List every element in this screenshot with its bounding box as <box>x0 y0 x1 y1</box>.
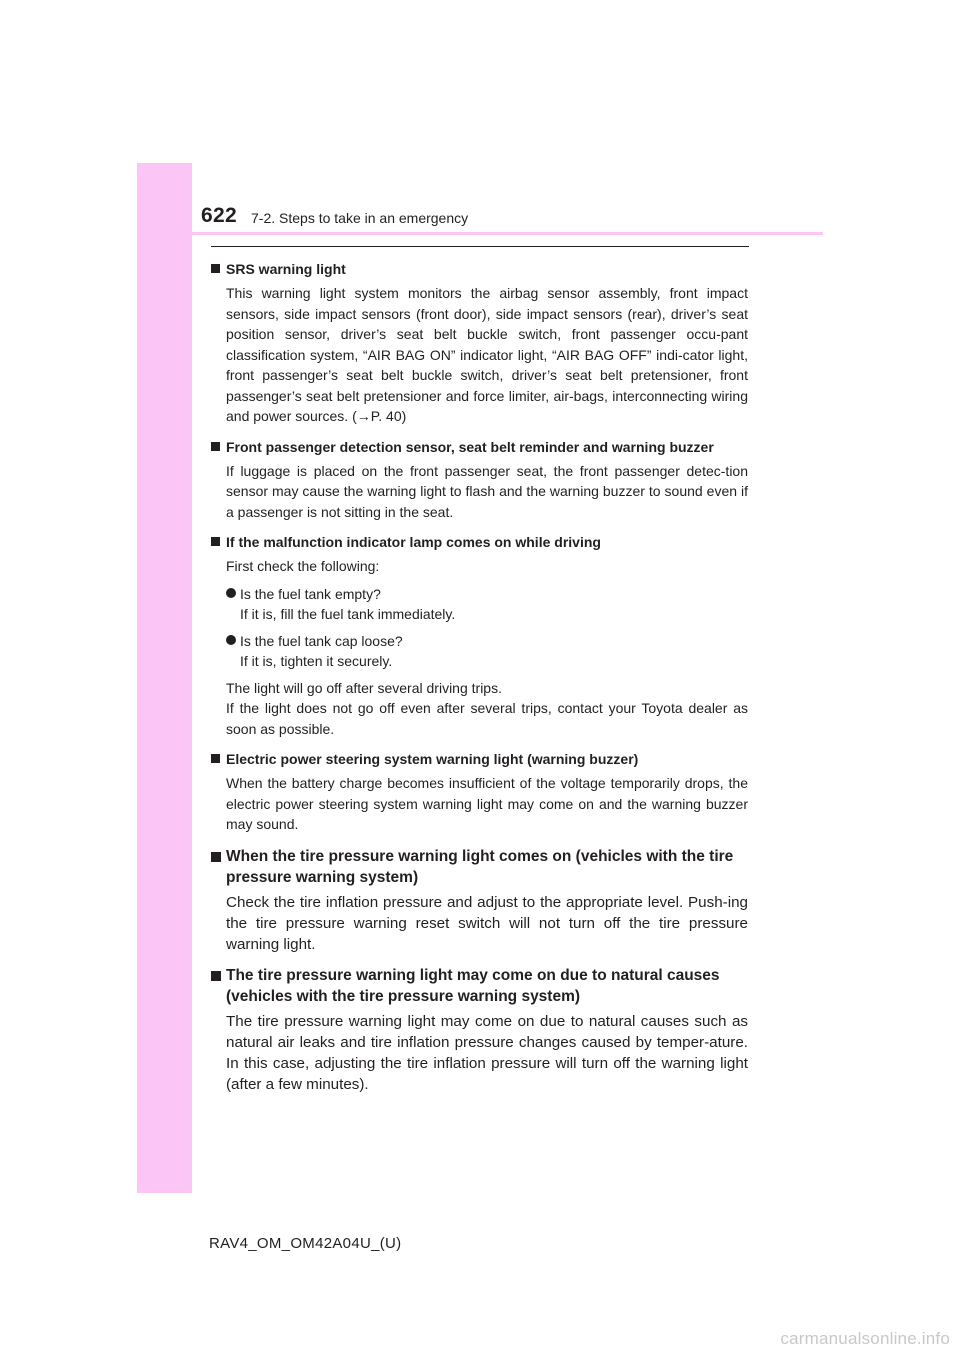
side-tab-band <box>137 163 192 1193</box>
round-bullet-icon <box>226 635 236 645</box>
check-list-item <box>226 584 748 625</box>
body-text: Check the tire inflation pressure and adjust to the appropriate level. Push-ing the tire pressure warning reset switch will not turn off the tire pressure warning light. <box>226 893 748 953</box>
square-bullet-icon <box>211 971 221 981</box>
watermark: carmanualsonline.info <box>780 1329 950 1348</box>
section-title: 7-2. Steps to take in an emergency <box>251 210 469 226</box>
section-body <box>211 556 748 739</box>
section-heading <box>211 749 748 769</box>
section-heading <box>211 846 748 888</box>
body-text: If the light does not go off even after several trips, contact your Toyota dealer as soon as possible. <box>226 700 748 737</box>
document-code: RAV4_OM_OM42A04U_(U) <box>209 1235 402 1252</box>
section-heading <box>211 965 748 1007</box>
square-bullet-icon <box>211 264 220 273</box>
section-heading-text: Front passenger detection sensor, seat belt reminder and warning buzzer <box>226 438 714 455</box>
section-heading <box>211 532 748 552</box>
check-question: Is the fuel tank empty? <box>240 585 381 602</box>
square-bullet-icon <box>211 754 220 763</box>
section-heading-text: Electric power steering system warning light (warning buzzer) <box>226 751 639 767</box>
section-heading <box>211 259 748 279</box>
section-srs-warning-light <box>211 259 748 427</box>
section-heading-text: If the malfunction indicator lamp comes on while driving <box>226 534 601 550</box>
section-power-steering <box>211 749 748 835</box>
section-body <box>211 283 748 427</box>
section-heading-text: When the tire pressure warning light comes on (vehicles with the tire pressure warning system) <box>226 847 734 886</box>
section-heading-text: SRS warning light <box>226 261 346 277</box>
content-divider <box>211 246 749 247</box>
section-tire-pressure-light <box>211 846 748 955</box>
section-heading <box>211 437 748 457</box>
page-number: 622 <box>201 204 237 227</box>
body-text: This warning light system monitors the airbag sensor assembly, front impact sensors, side impact sensors (front door), side impact sensors (rear), driver’s seat position sensor, driver’s seat belt buckle switch, front passenger occu-pant classification system, “AIR BAG ON” indicator light, “AIR BAG OFF” indi-cator light, front passenger’s seat belt buckle switch, driver’s seat belt pretensioner, front passenger’s seat belt pretensioner and force limiter, air-bags, interconnecting wiring and power sources. (→P. 40) <box>226 285 748 424</box>
check-question: Is the fuel tank cap loose? <box>240 632 403 649</box>
square-bullet-icon <box>211 537 220 546</box>
section-passenger-detection <box>211 437 748 523</box>
section-body <box>211 773 748 835</box>
section-heading-text: The tire pressure warning light may come on due to natural causes (vehicles with the tire pressure warning system) <box>226 966 720 1005</box>
check-answer: If it is, fill the fuel tank immediately. <box>240 606 456 622</box>
page-content <box>211 259 748 1105</box>
body-text: If luggage is placed on the front passenger seat, the front passenger detec-tion sensor may cause the warning light to flash and the warning buzzer to sound even if a passenger is not sitting in the seat. <box>226 462 748 520</box>
section-body <box>211 892 748 955</box>
check-answer: If it is, tighten it securely. <box>240 653 393 669</box>
section-malfunction-indicator <box>211 532 748 739</box>
body-text: The light will go off after several driving trips. <box>226 679 502 696</box>
body-text: The tire pressure warning light may come on due to natural causes such as natural air leaks and tire inflation pressure changes caused by temper-ature. In this case, adjusting the tire inflation pressure will turn off the warning light (after a few minutes). <box>226 1012 748 1093</box>
section-body <box>211 1011 748 1095</box>
section-body <box>211 461 748 523</box>
body-text: First check the following: <box>226 558 380 574</box>
round-bullet-icon <box>226 588 236 598</box>
body-text: When the battery charge becomes insufficient of the voltage temporarily drops, the electric power steering system warning light may come on and the warning buzzer may sound. <box>226 775 748 832</box>
check-list-item <box>226 631 748 672</box>
square-bullet-icon <box>211 852 221 862</box>
header-rule <box>137 232 823 235</box>
square-bullet-icon <box>211 442 220 451</box>
section-tire-pressure-natural-causes <box>211 965 748 1095</box>
